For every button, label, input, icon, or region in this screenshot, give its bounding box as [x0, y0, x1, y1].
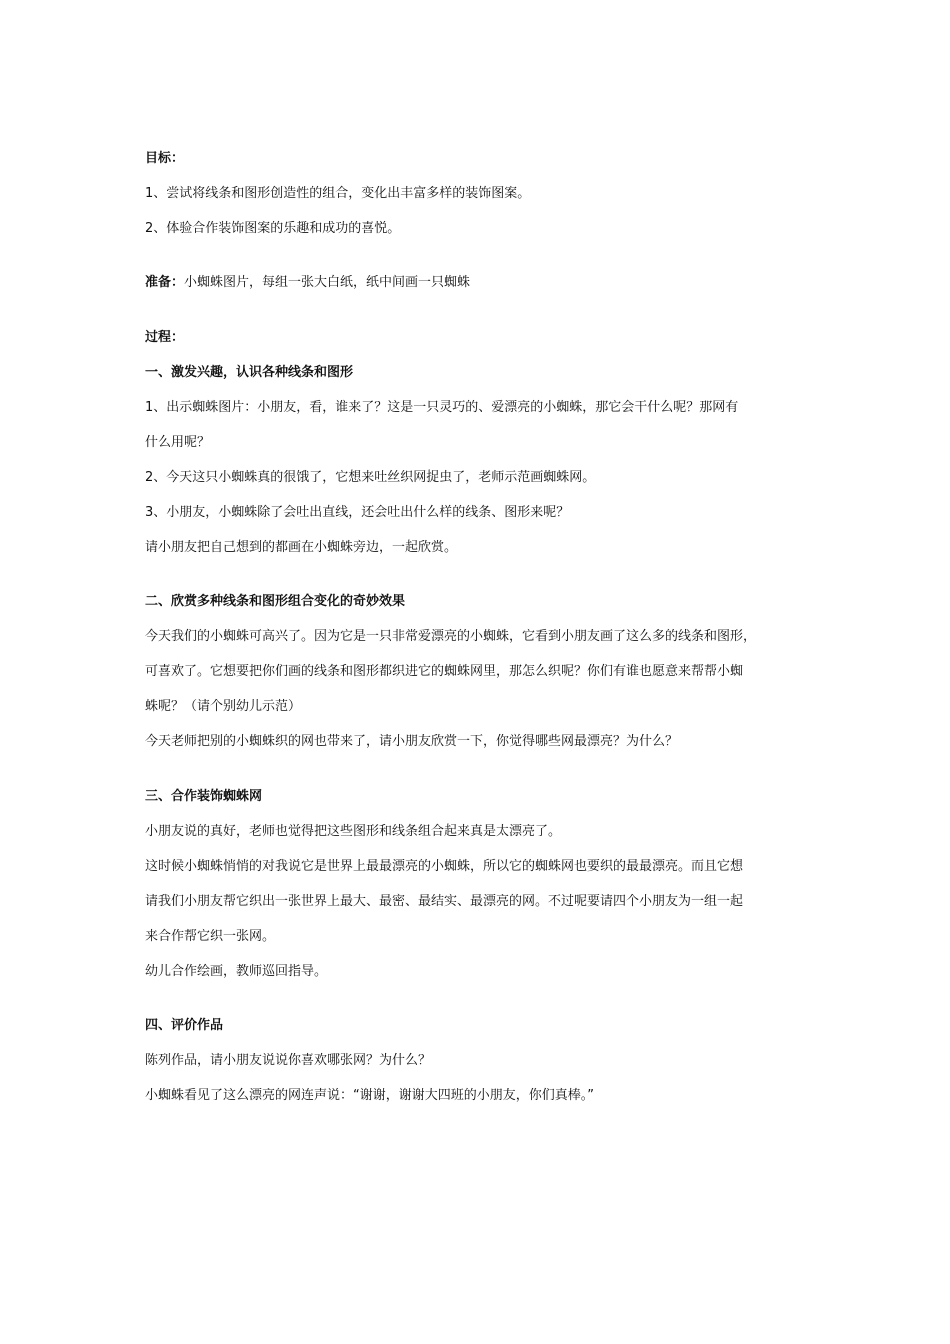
section-3-line: 来合作帮它织一张网。 — [145, 929, 276, 944]
section-1-line: 3、小朋友，小蜘蛛除了会吐出直线，还会吐出什么样的线条、图形来呢？ — [145, 505, 570, 520]
goal-heading: 目标： — [145, 151, 185, 166]
section-2-line: 蛛呢？（请个别幼儿示范） — [145, 699, 302, 714]
section-3-line: 这时候小蜘蛛悄悄的对我说它是世界上最最漂亮的小蜘蛛，所以它的蜘蛛网也要织的最最漂亮。而且它想 — [145, 859, 744, 874]
prep-line — [145, 274, 470, 292]
section-1-line: 什么用呢？ — [145, 435, 211, 450]
section-1-line: 1、出示蜘蛛图片：小朋友，看，谁来了？这是一只灵巧的、爱漂亮的小蜘蛛，那它会干什么呢？那网有 — [145, 400, 739, 415]
section-title-3: 三、合作装饰蜘蛛网 — [145, 789, 263, 804]
section-3-line: 幼儿合作绘画，教师巡回指导。 — [145, 964, 328, 979]
section-2-line: 今天老师把别的小蜘蛛织的网也带来了，请小朋友欣赏一下，你觉得哪些网最漂亮？为什么？ — [145, 734, 679, 749]
prep-text: 小蜘蛛图片，每组一张大白纸，纸中间画一只蜘蛛 — [184, 275, 471, 290]
section-title-1: 一、激发兴趣，认识各种线条和图形 — [145, 365, 354, 380]
process-heading: 过程： — [145, 330, 185, 345]
goal-item-1: 1、尝试将线条和图形创造性的组合，变化出丰富多样的装饰图案。 — [145, 186, 531, 201]
section-title-4: 四、评价作品 — [145, 1018, 224, 1033]
section-3-line: 请我们小朋友帮它织出一张世界上最大、最密、最结实、最漂亮的网。不过呢要请四个小朋友为一组一起 — [145, 894, 744, 909]
section-4-line: 陈列作品，请小朋友说说你喜欢哪张网？为什么？ — [145, 1053, 432, 1068]
section-3-line: 小朋友说的真好，老师也觉得把这些图形和线条组合起来真是太漂亮了。 — [145, 824, 562, 839]
section-1-line: 2、今天这只小蜘蛛真的很饿了，它想来吐丝织网捉虫了，老师示范画蜘蛛网。 — [145, 470, 596, 485]
prep-label: 准备： — [145, 275, 185, 290]
section-2-line: 可喜欢了。它想要把你们画的线条和图形都织进它的蜘蛛网里，那怎么织呢？你们有谁也愿意来帮帮小蜘 — [145, 664, 744, 679]
goal-item-2: 2、体验合作装饰图案的乐趣和成功的喜悦。 — [145, 221, 401, 236]
section-2-line: 今天我们的小蜘蛛可高兴了。因为它是一只非常爱漂亮的小蜘蛛，它看到小朋友画了这么多的线条和图形， — [145, 629, 757, 644]
section-title-2: 二、欣赏多种线条和图形组合变化的奇妙效果 — [145, 594, 406, 609]
section-4-line: 小蜘蛛看见了这么漂亮的网连声说：“谢谢，谢谢大四班的小朋友，你们真棒。” — [145, 1088, 594, 1103]
section-1-line: 请小朋友把自己想到的都画在小蜘蛛旁边，一起欣赏。 — [145, 540, 458, 555]
